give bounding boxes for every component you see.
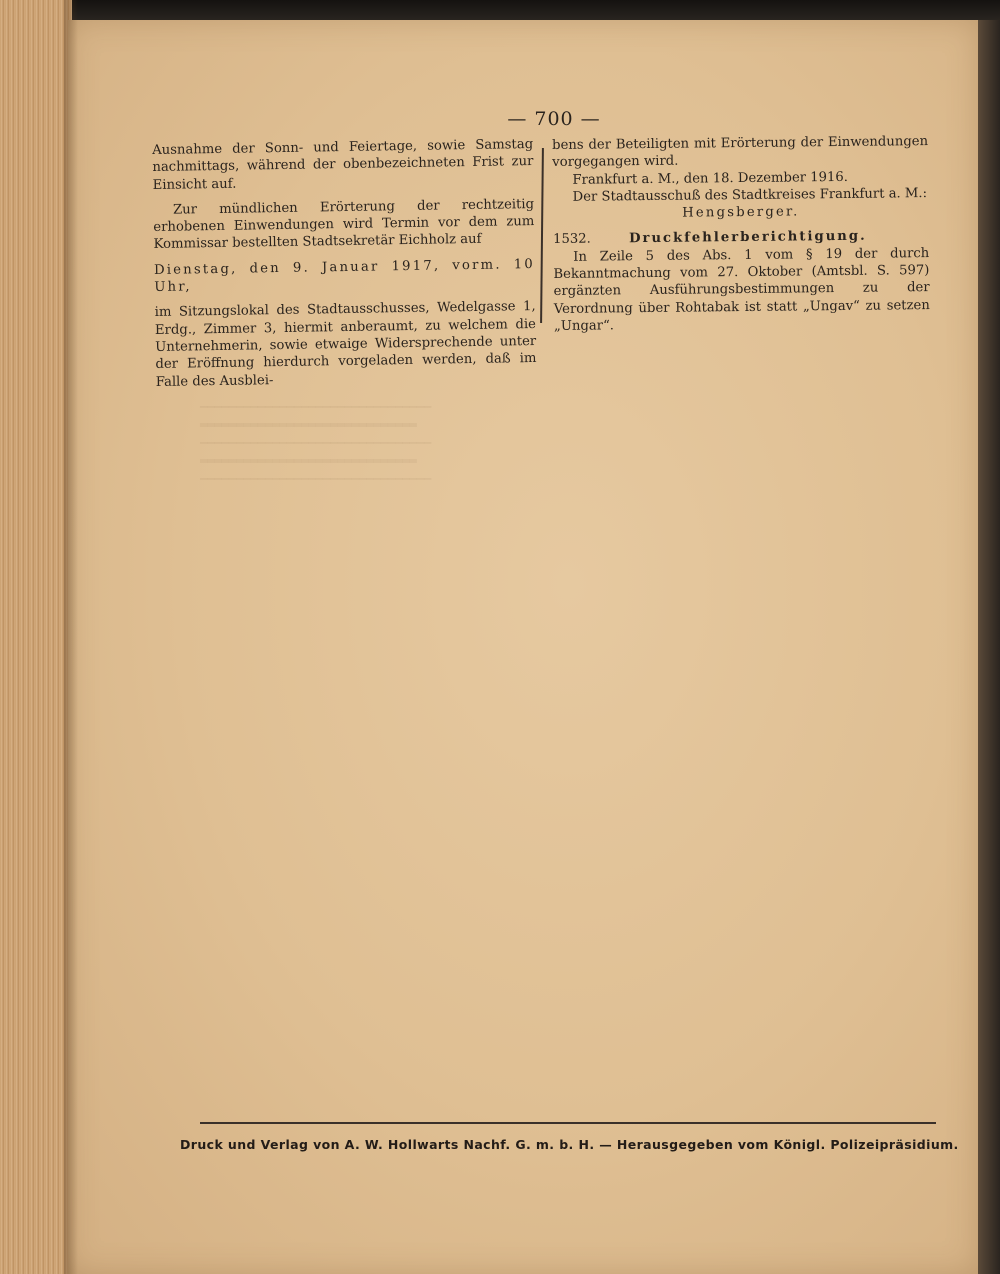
hearing-date: Dienstag, den 9. Januar 1917, vorm. 10 Uhr, [153,256,536,296]
notice-number: 1532. [552,232,591,248]
signature-name: Hengsberger. [682,204,800,221]
paragraph: bens der Beteiligten mit Erörterung der Einwendungen vorgegangen wird. [552,134,929,171]
scan-top-border [0,0,1000,22]
notice-title: Druckfehlerberichtigung. [628,229,867,247]
right-column [552,133,930,335]
paragraph: Ausnahme der Sonn- und Feiertage, sowie Samstag nachmittags, während der obenbezeichneten Frist zur Einsicht auf. [152,137,534,193]
book-page-edges [0,0,72,1274]
imprint-footer: Druck und Verlag von A. W. Hollwarts Nachf. G. m. b. H. — Herausgegeben vom Königl. Polizeipräsidium. [180,1137,959,1152]
footer-rule [200,1122,936,1124]
paragraph: Zur mündlichen Erörterung der rechtzeitig erhobenen Einwendungen wird Termin vor dem zum Kommissar bestellten Stadtsekretär Eichholz auf [153,196,535,253]
paragraph: im Sitzungslokal des Stadtausschusses, Wedelgasse 1, Erdg., Zimmer 3, hiermit anberaumt, zu welchem die Unternehmerin, sowie etwaige Widersprechende unter der Eröffnung hierdurch vorgeladen werden, daß im Falle des Ausblei- [154,299,537,390]
gutter-shadow [64,0,78,1274]
date-line: Frankfurt a. M., den 18. Dezember 1916. [572,169,849,188]
scan-right-border [978,20,1000,1274]
paragraph: In Zeile 5 des Abs. 1 vom § 19 der durch Bekanntmachung vom 27. Oktober (Amtsbl. S. 597) ergänzten Ausführungsbestimmungen zu der Verordnung über Rohtabak ist statt „Ungav“ zu setzen „Ungar“. [553,245,930,334]
page-number: — 700 — [507,108,601,130]
left-column [152,136,537,391]
issuer-line: Der Stadtausschuß des Stadtkreises Frankfurt a. M.: [572,185,928,205]
